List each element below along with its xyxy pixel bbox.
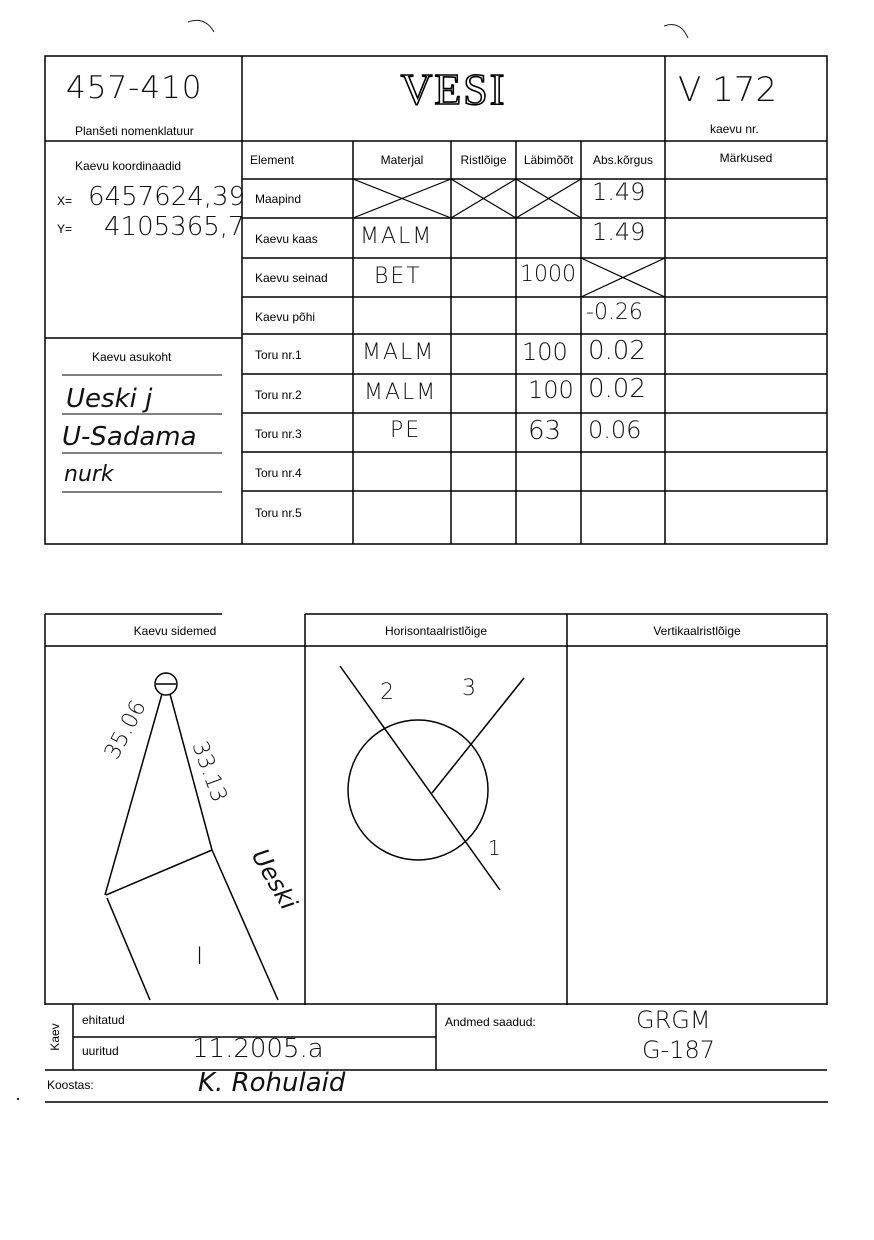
surveyed-label: uuritud [82,1044,119,1058]
row-material: MALM [362,340,436,365]
well-label: kaevu nr. [710,122,759,136]
coordinates-label: Kaevu koordinaadid [75,159,182,173]
row-abs-height: 1.49 [592,178,646,206]
row-element: Kaevu põhi [255,310,316,324]
built-label: ehitatud [82,1013,125,1027]
row-diameter: 100 [522,338,568,366]
location-label: Kaevu asukoht [92,350,172,364]
row-element: Toru nr.4 [255,466,302,480]
col-header-element: Element [250,153,295,167]
pipe-label-3: 3 [462,676,476,701]
sketch-col-vertical: Vertikaalristlõige [653,624,741,638]
row-material: BET [374,264,422,289]
col-header-material: Materjal [380,153,424,167]
distance-left: 35.06 [100,696,152,764]
col-header-notes: Märkused [719,151,773,165]
row-element: Toru nr.2 [255,388,302,402]
street-label: Ueski [245,844,303,915]
row-material: PE [390,418,422,443]
location-line-3: nurk [64,462,114,487]
row-diameter: 1000 [520,262,576,287]
row-abs-height: 0.02 [588,336,646,366]
col-header-diameter: Läbimõõt [523,153,574,167]
row-diameter: 100 [528,376,574,404]
plan-label: Planšeti nomenklatuur [75,124,194,138]
author-signature: K. Rohulaid [198,1068,346,1098]
location-line-1: Ueski j [66,384,153,414]
form-title: VESI [400,65,507,114]
row-diameter: 63 [528,416,562,446]
col-header-abs-height: Abs.kõrgus [592,153,654,167]
data-source-label: Andmed saadud: [445,1015,536,1029]
row-element: Maapind [255,192,302,206]
data-source-value-2: G-187 [642,1036,716,1064]
author-label: Koostas: [47,1078,94,1092]
row-abs-height: -0.26 [586,300,643,325]
row-abs-height: 0.02 [588,374,646,404]
well-number: V 172 [678,70,777,110]
pipe-label-2: 2 [380,680,394,705]
y-prefix: Y= [57,222,73,236]
data-source-value-1: GRGM [636,1006,711,1034]
row-material: MALM [364,380,438,405]
row-element: Toru nr.1 [255,348,302,362]
x-prefix: X= [57,194,73,208]
x-coordinate: 6457624,39 [88,182,246,212]
surveyed-value: 11.2005.a [192,1034,324,1064]
plan-number: 457-410 [66,70,203,106]
row-element: Kaevu seinad [255,271,328,285]
pipe-label-1: 1 [488,836,501,860]
side-label: Kaev [48,1023,62,1051]
row-element: Kaevu kaas [255,232,318,246]
sketch-col-horizontal: Horisontaalristlõige [384,624,488,638]
row-element: Toru nr.5 [255,506,302,520]
row-element: Toru nr.3 [255,427,302,441]
distance-right: 33.13 [186,738,232,806]
location-line-2: U-Sadama [62,422,197,452]
sketch-col-ties: Kaevu sidemed [133,624,217,638]
y-coordinate: 4105365,7 [104,212,245,242]
col-header-cross-section: Ristlõige [460,153,507,167]
row-abs-height: 1.49 [592,218,646,246]
block-label: I [196,942,204,970]
row-abs-height: 0.06 [588,416,642,444]
row-material: MALM [360,224,434,249]
